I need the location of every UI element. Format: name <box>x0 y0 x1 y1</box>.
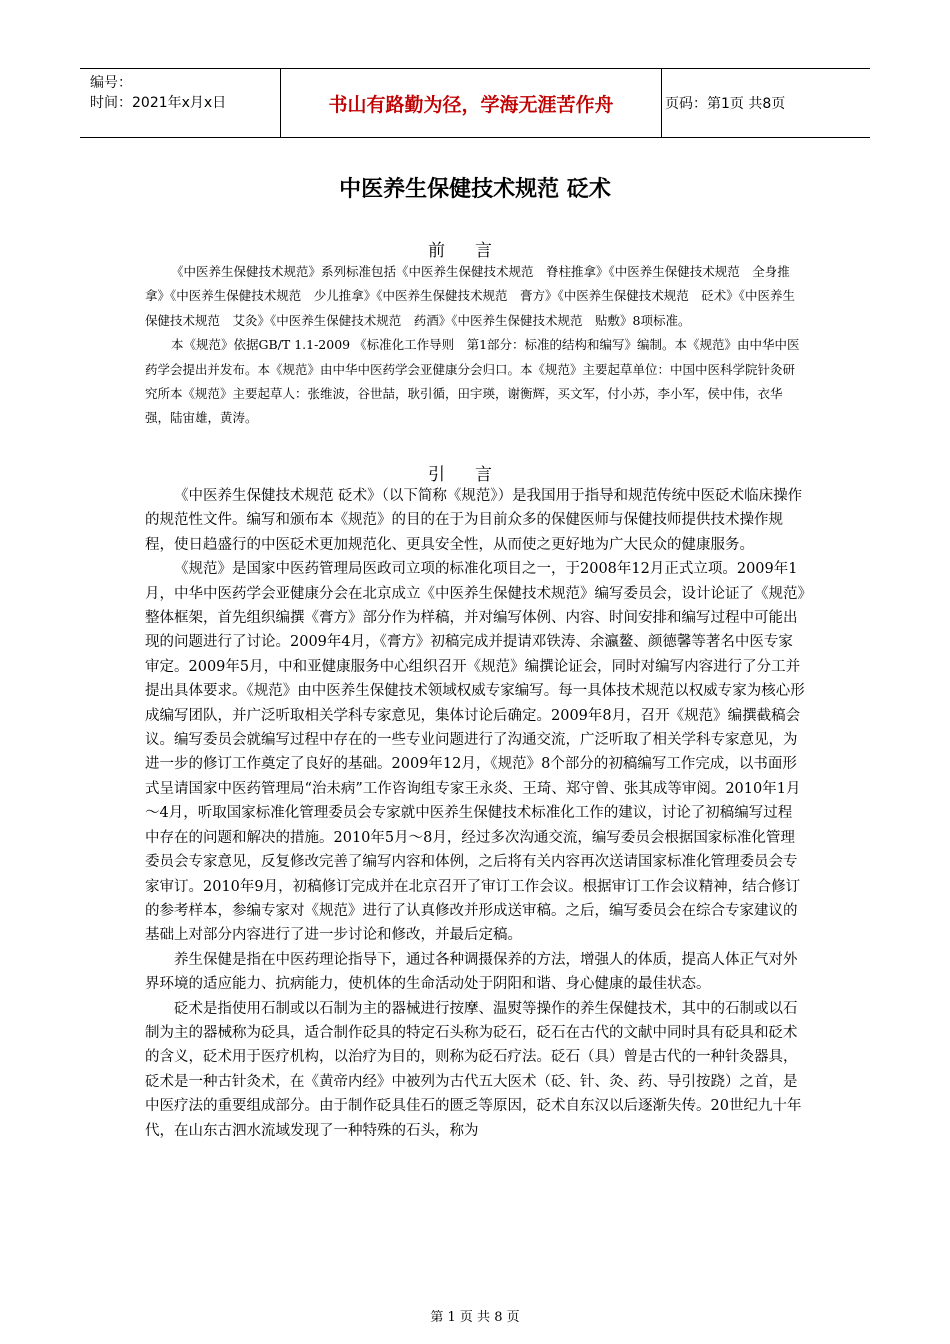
introduction-body <box>145 484 805 1143</box>
foreword-paragraph: 本《规范》依据GB/T 1.1-2009 《标准化工作导则 第1部分：标准的结构和编写》编制。本《规范》由中华中医药学会提出并发布。本《规范》由中华中医药学会亚健康分会归口。本《规范》主要起草单位：中国中医科学院针灸研究所本《规范》主要起草人：张维波，谷世喆，耿引循，田宇瑛，谢衡辉，买文军，付小苏，李小军，侯中伟，衣华强，陆宙雄，黄涛。 <box>145 337 800 426</box>
page-header <box>80 68 870 138</box>
foreword-body <box>145 260 805 431</box>
introduction-paragraph: 《规范》是国家中医药管理局医政司立项的标准化项目之一，于2008年12月正式立项。2009年1月，中华中医药学会亚健康分会在北京成立《中医养生保健技术规范》编写委员会，设计论证了《规范》整体框架，首先组织编撰《膏方》部分作为样稿，并对编写体例、内容、时间安排和编写过程中可能出现的问题进行了讨论。2009年4月，《膏方》初稿完成并提请邓铁涛、余瀛鳌、颜德馨等著名中医专家审定。2009年5月，中和亚健康服务中心组织召开《规范》编撰论证会，同时对编写内容进行了分工并提出具体要求。《规范》由中医养生保健技术领域权威专家编写。每一具体技术规范以权威专家为核心形成编写团队，并广泛听取相关学科专家意见，集体讨论后确定。2009年8月，召开《规范》编撰截稿会议。编写委员会就编写过程中存在的一些专业问题进行了沟通交流，广泛听取了相关学科专家意见，为进一步的修订工作奠定了良好的基础。2009年12月，《规范》8个部分的初稿编写工作完成，以书面形式呈请国家中医药管理局“治未病”工作咨询组专家王永炎、王琦、郑守曾、张其成等审阅。2010年1月～4月，听取国家标准化管理委员会专家就中医养生保健技术标准化工作的建议，讨论了初稿编写过程中存在的问题和解决的措施。2010年5月～8月，经过多次沟通交流，编写委员会根据国家标准化管理委员会专家意见，反复修改完善了编写内容和体例，之后将有关内容再次送请国家标准化管理委员会专家审订。2010年9月，初稿修订完成并在北京召开了审订工作会议。根据审订工作会议精神，结合修订的参考样本，参编专家对《规范》进行了认真修改并形成送审稿。之后，编写委员会在综合专家建议的基础上对部分内容进行了进一步讨论和修改，并最后定稿。 <box>145 561 805 944</box>
introduction-paragraph: 养生保健是指在中医药理论指导下，通过各种调摄保养的方法，增强人的体质，提高人体正气对外界环境的适应能力、抗病能力，使机体的生命活动处于阴阳和谐、身心健康的最佳状态。 <box>145 951 798 993</box>
header-date: 时间：2021年x月x日 <box>90 95 227 111</box>
header-page-info: 页码：第1页 共8页 <box>665 96 786 112</box>
foreword-paragraph: 《中医养生保健技术规范》系列标准包括《中医养生保健技术规范 脊柱推拿》《中医养生保健技术规范 全身推拿》《中医养生保健技术规范 少儿推拿》《中医养生保健技术规范 膏方》《中医养生保健技术规范 砭术》《中医养生保健技术规范 艾灸》《中医养生保健技术规范 药酒》《中医养生保健技术规范 贴敷》8项标准。 <box>145 264 796 328</box>
header-number-label: 编号： <box>90 75 132 91</box>
foreword-heading: 前言 <box>428 241 522 261</box>
introduction-paragraph: 砭术是指使用石制或以石制为主的器械进行按摩、温熨等操作的养生保健技术，其中的石制或以石制为主的器械称为砭具，适合制作砭具的特定石头称为砭石，砭石在古代的文献中同时具有砭具和砭术的含义，砭术用于医疗机构，以治疗为目的，则称为砭石疗法。砭石（具）曾是古代的一种针灸器具，砭术是一种古针灸术，在《黄帝内经》中被列为古代五大医术（砭、针、灸、药、导引按跷）之首，是中医疗法的重要组成部分。由于制作砭具佳石的匮乏等原因，砭术自东汉以后逐渐失传。20世纪九十年代，在山东古泗水流域发现了一种特殊的石头，称为 <box>145 1000 802 1139</box>
page-footer: 第 1 页 共 8 页 <box>430 1310 520 1325</box>
document-title: 中医养生保健技术规范 砭术 <box>339 177 611 202</box>
header-meta <box>90 73 226 113</box>
introduction-heading: 引言 <box>428 465 522 485</box>
introduction-paragraph: 《中医养生保健技术规范 砭术》（以下简称《规范》）是我国用于指导和规范传统中医砭术临床操作的规范性文件。编写和颁布本《规范》的目的在于为目前众多的保健医师与保健技师提供技术操作规程，使日趋盛行的中医砭术更加规范化、更具安全性，从而使之更好地为广大民众的健康服务。 <box>145 488 803 553</box>
header-motto: 书山有路勤为径，学海无涯苦作舟 <box>280 69 662 137</box>
